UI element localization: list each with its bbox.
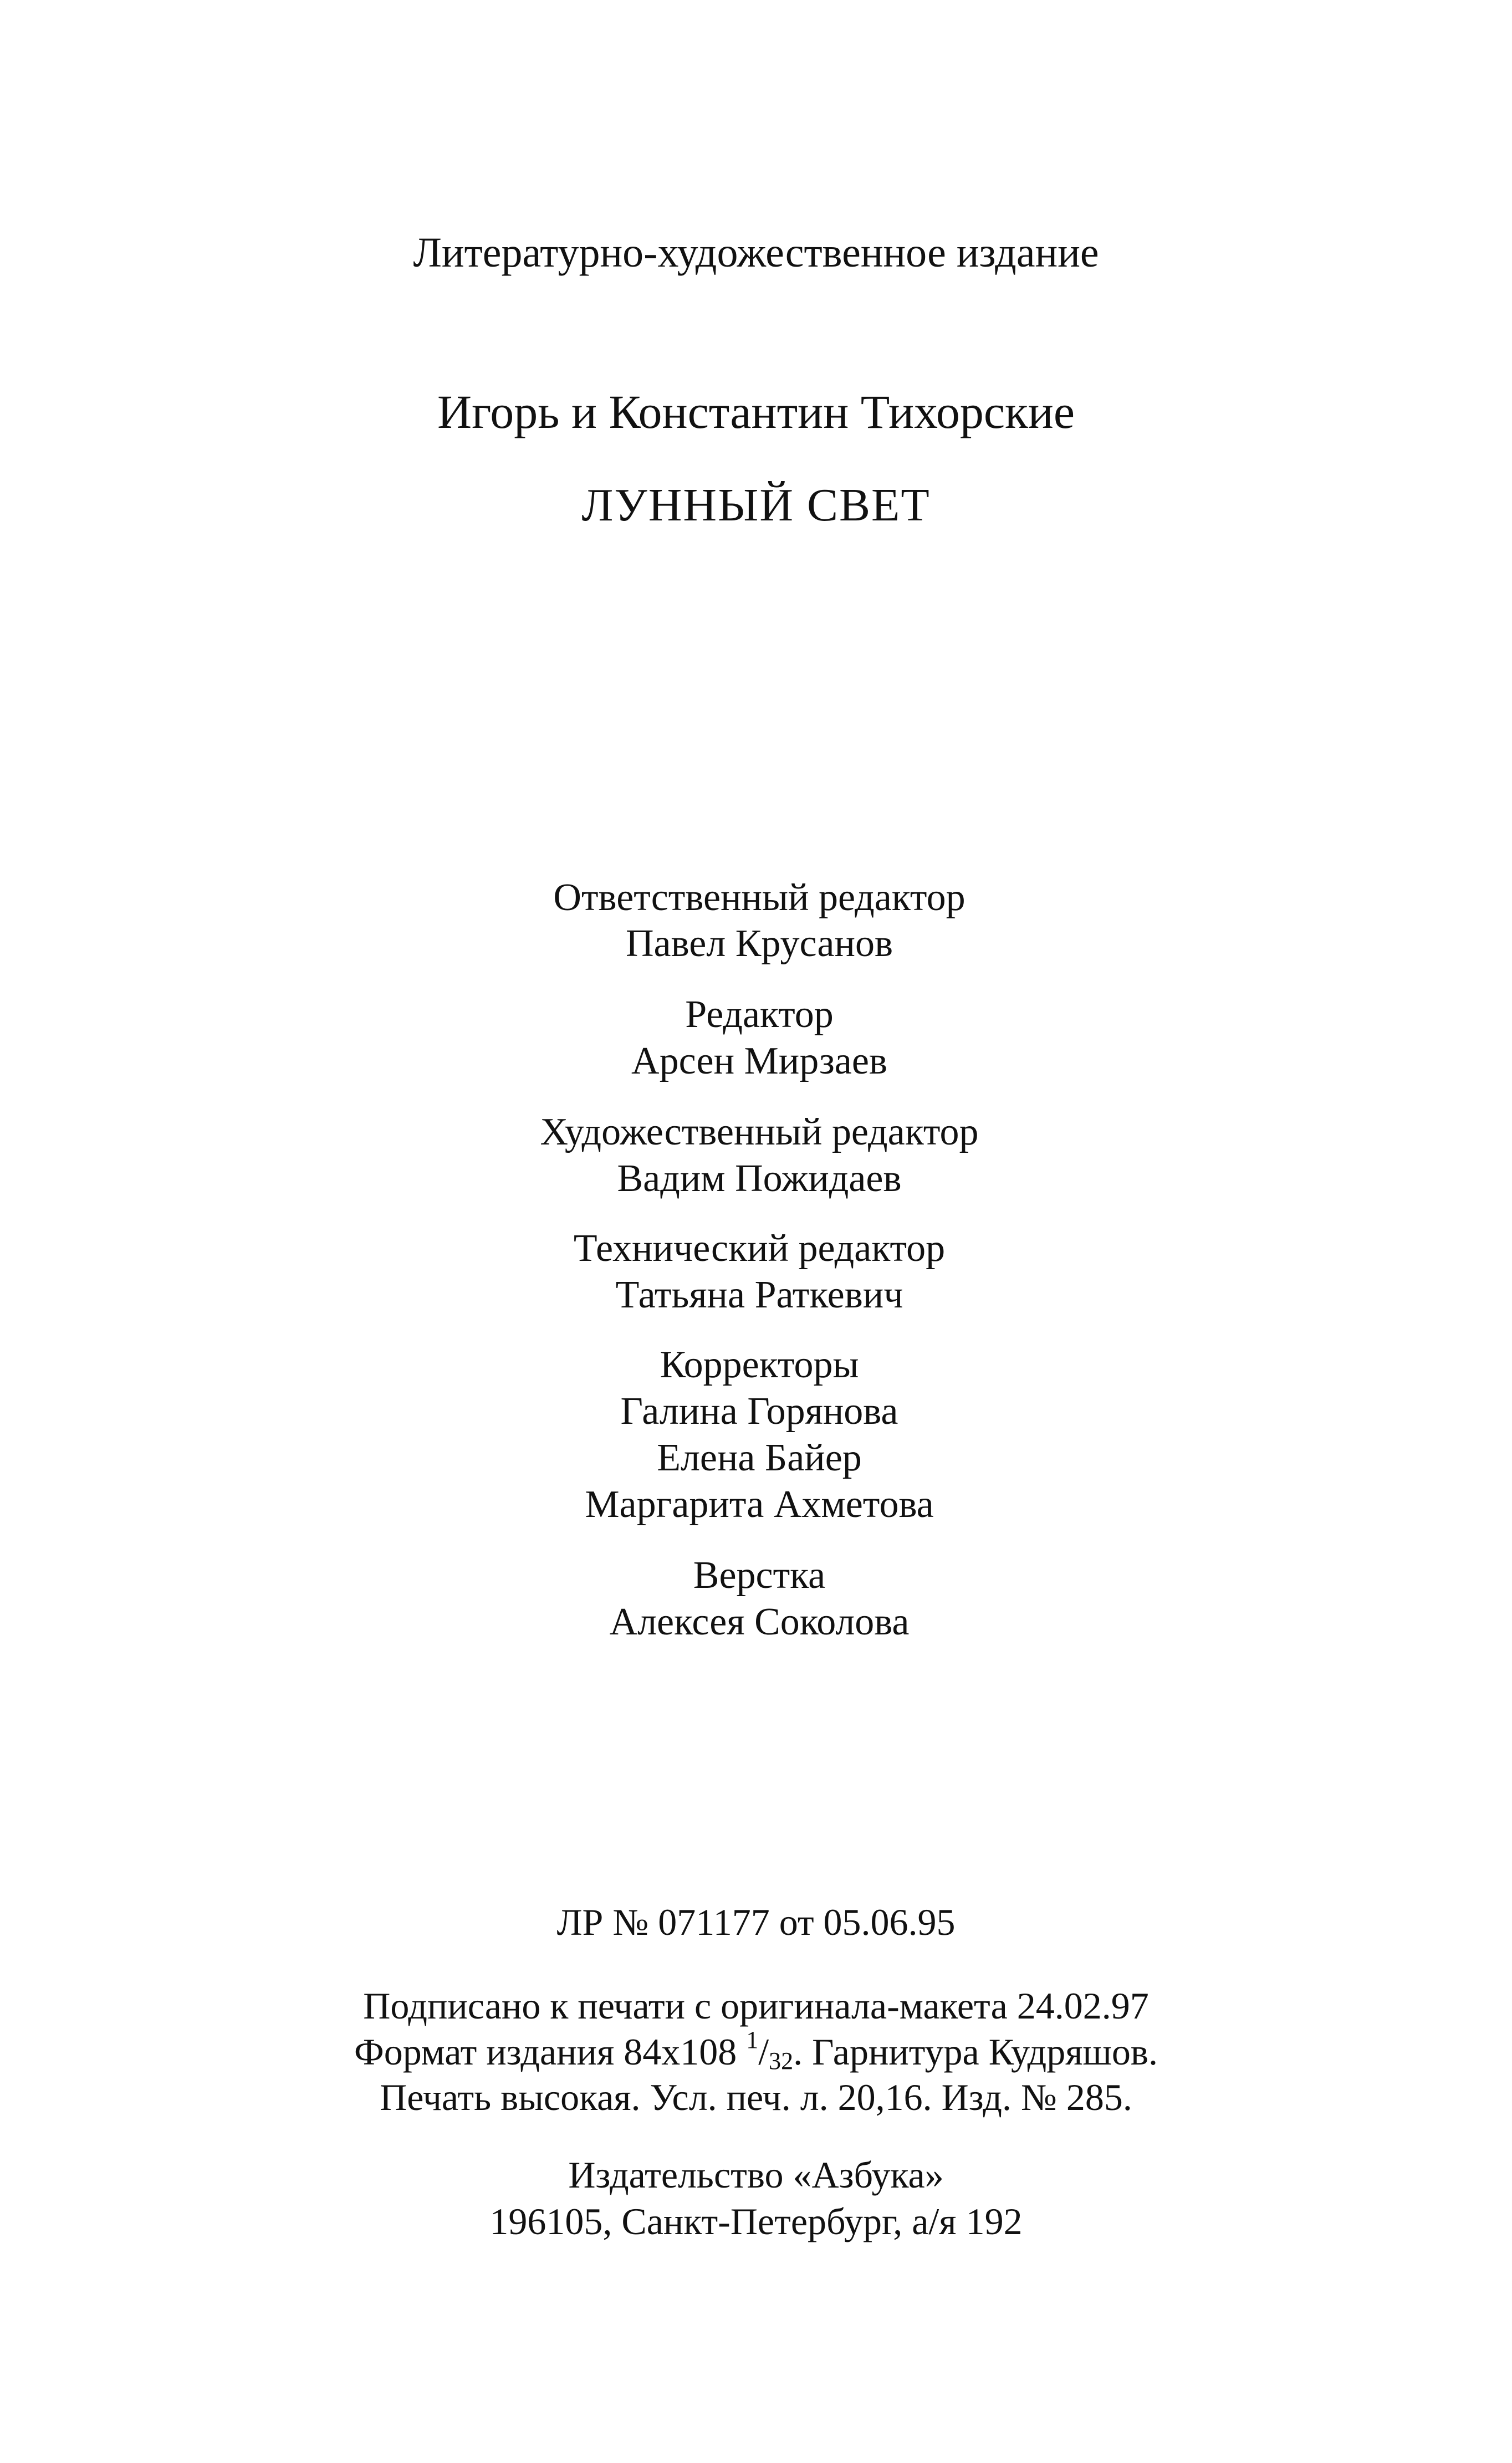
format-prefix: Формат издания 84х108 — [354, 2031, 747, 2073]
print-details: Печать высокая. Усл. печ. л. 20,16. Изд. № 285. — [380, 2076, 1132, 2118]
proofreader-name: Маргарита Ахметова — [585, 1483, 934, 1526]
proofreaders-role: Корректоры — [660, 1343, 859, 1386]
format-suffix: . Гарнитура Кудряшов. — [793, 2031, 1158, 2073]
responsible-editor-name: Павел Крусанов — [625, 922, 893, 965]
editor-name: Арсен Мирзаев — [631, 1040, 887, 1082]
book-authors: Игорь и Константин Тихорские — [437, 385, 1075, 438]
proofreader-name: Галина Горянова — [620, 1390, 898, 1433]
proofreader-name: Елена Байер — [657, 1437, 862, 1479]
book-title: ЛУННЫЙ СВЕТ — [581, 479, 931, 531]
publisher-address: 196105, Санкт-Петербург, а/я 192 — [489, 2200, 1023, 2242]
format-fraction-slash: / — [758, 2031, 769, 2073]
art-editor-name: Вадим Пожидаев — [617, 1157, 902, 1200]
technical-editor-role: Технический редактор — [573, 1227, 946, 1270]
technical-editor-name: Татьяна Раткевич — [615, 1274, 903, 1316]
art-editor-role: Художественный редактор — [540, 1111, 979, 1153]
edition-type: Литературно-художественное издание — [413, 229, 1099, 276]
editor-role: Редактор — [685, 993, 834, 1036]
signed-for-print: Подписано к печати с оригинала-макета 24.02.97 — [363, 1985, 1149, 2027]
responsible-editor-role: Ответственный редактор — [553, 876, 966, 919]
format-fraction-denominator: 32 — [769, 2047, 794, 2074]
license-number: ЛР № 071177 от 05.06.95 — [556, 1901, 956, 1943]
format-line — [0, 2026, 1512, 2074]
format-fraction-numerator: 1 — [746, 2026, 759, 2053]
layout-role: Верстка — [693, 1554, 826, 1597]
publisher-name: Издательство «Азбука» — [568, 2154, 944, 2196]
layout-name: Алексея Соколова — [609, 1601, 910, 1643]
